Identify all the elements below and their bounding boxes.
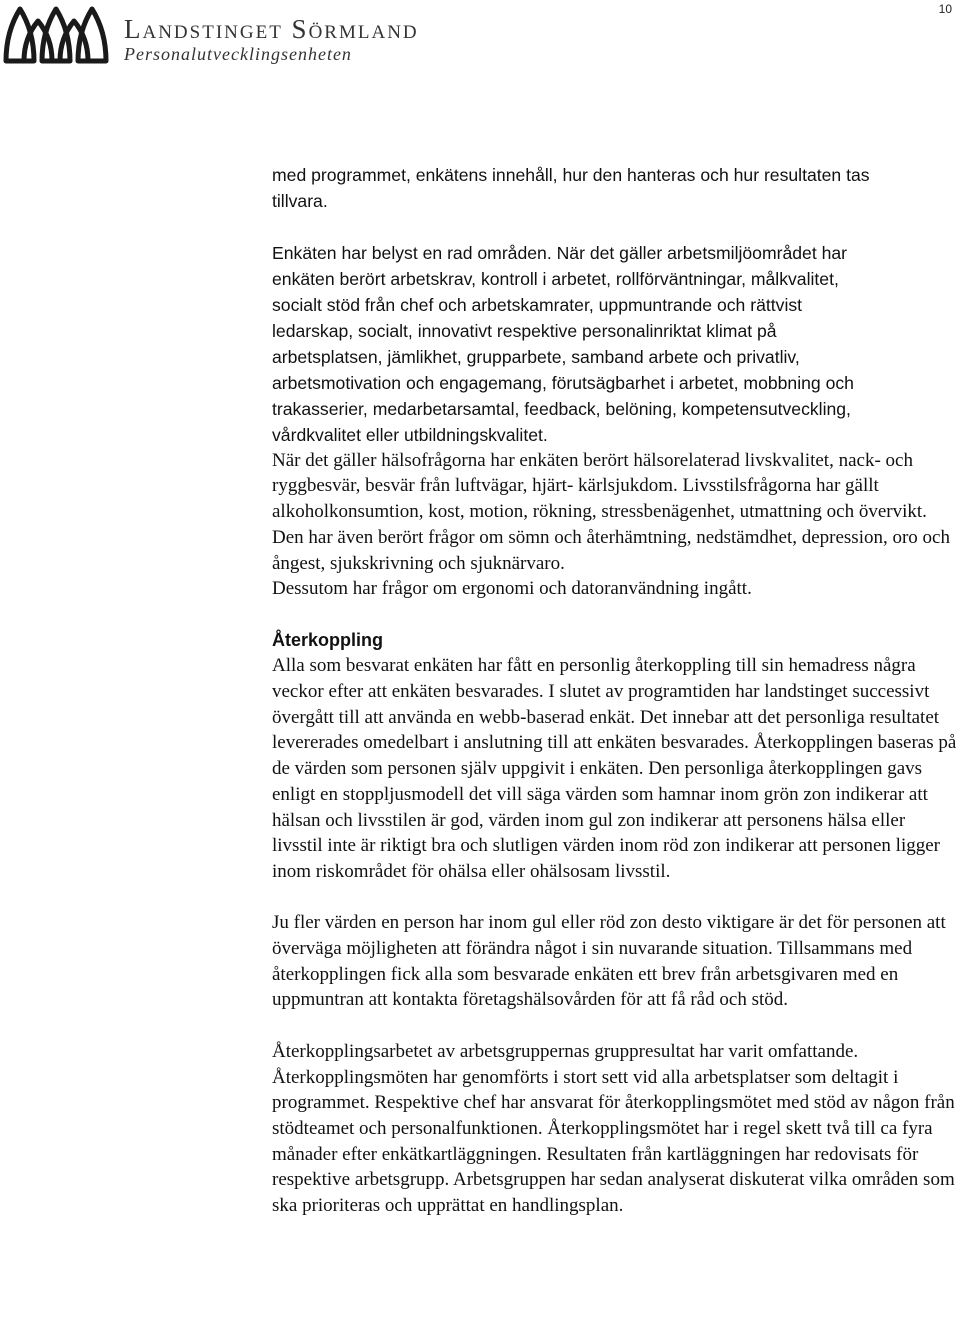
body-line: tillvara. (272, 191, 328, 211)
tulip-crown-logo-icon (2, 3, 110, 65)
document-body (272, 162, 958, 1219)
paragraph-gap (272, 1013, 958, 1039)
body-line: enkäten berört arbetskrav, kontroll i arbetet, rollförväntningar, målkvalitet, (272, 268, 839, 289)
organization-name: Landstinget Sörmland (124, 14, 419, 44)
paragraph-gap (272, 885, 958, 911)
body-line: arbetsmotivation och engagemang, förutsägbarhet i arbetet, mobbning och (272, 372, 854, 393)
body-line: trakasserier, medarbetarsamtal, feedback, belöning, kompetensutveckling, (272, 398, 851, 419)
feedback-paragraph: Alla som besvarat enkäten har fått en personlig återkoppling till sin hemadress några veckor efter att enkäten besvarades. I slutet av programtiden har landstinget successivt övergått till att använda en webb-baserad enkät. Det innebar att det personliga resultatet levererades omedelbart i anslutning till att enkäten besvarades. Återkopplingen baseras på de värden som personen själv uppgivit i enkäten. Den personliga återkopplingen gavs enligt en stoppljusmodell det vill säga värden som hamnar inom grön zon indikerar att hälsan och livsstilen är god, värden inom gul zon indikerar att personens hälsa eller livsstil inte är riktigt bra och slutligen värden inom röd zon indikerar att personen ligger inom riskområdet för ohälsa eller ohälsosam livsstil. (272, 655, 957, 882)
body-line: med programmet, enkätens innehåll, hur den hanteras och hur resultaten tas (272, 165, 870, 185)
body-line: Enkäten har belyst en rad områden. När det gäller arbetsmiljöområdet har (272, 242, 848, 263)
section-heading: Återkoppling (272, 629, 383, 650)
body-line: ledarskap, socialt, innovativt respektive personalinriktat klimat på (272, 320, 777, 341)
page-number: 10 (938, 2, 952, 16)
organization-unit: Personalutvecklingsenheten (124, 44, 352, 64)
health-paragraph: När det gäller hälsofrågorna har enkäten berört hälsorelaterad livskvalitet, nack- och ryggbesvär, besvär från luftvägar, hjärt- kärlsjukdom. Livsstilsfrågorna har gällt alkoholkonsumtion, kost, motion, rökning, stressbenägenhet, utmattning och övervikt. Den har även berört frågor om sömn och återhämtning, nedstämdhet, depression, oro och ångest, sjukskrivning och sjuknärvaro. (272, 449, 950, 574)
feedback-paragraph: Ju fler värden en person har inom gul eller röd zon desto viktigare är det för personen att överväga möjligheten att förändra något i sin nuvarande situation. Tillsammans med återkopplingen fick alla som besvarade enkäten ett brev från arbetsgivaren med en uppmuntran att kontakta företagshälsovården för att få råd och stöd. (272, 912, 946, 1011)
body-line: vårdkvalitet eller utbildningskvalitet. (272, 424, 548, 445)
feedback-paragraph: Återkopplingsarbetet av arbetsgruppernas gruppresultat har varit omfattande. Återkopplingsmöten har genomförts i stort sett vid alla arbetsplatser som deltagit i programmet. Respektive chef har ansvarat för återkopplingsmötet med stöd av någon från stödteamet och personalfunktionen. Återkopplingsmötet har i regel skett två till ca fyra månader efter enkätkartläggningen. Resultaten från kartläggningen har redovisats för respektive arbetsgrupp. Arbetsgruppen har sedan analyserat diskuterat vilka områden som ska prioriteras och upprättat en handlingsplan. (272, 1040, 955, 1217)
paragraph-gap (272, 214, 958, 240)
ergonomics-paragraph: Dessutom har frågor om ergonomi och datoranvändning ingått. (272, 578, 752, 600)
body-line: socialt stöd från chef och arbetskamrater, uppmuntrande och rättvist (272, 294, 803, 315)
paragraph-gap (272, 602, 958, 628)
body-line: arbetsplatsen, jämlikhet, grupparbete, samband arbete och privatliv, (272, 346, 800, 367)
